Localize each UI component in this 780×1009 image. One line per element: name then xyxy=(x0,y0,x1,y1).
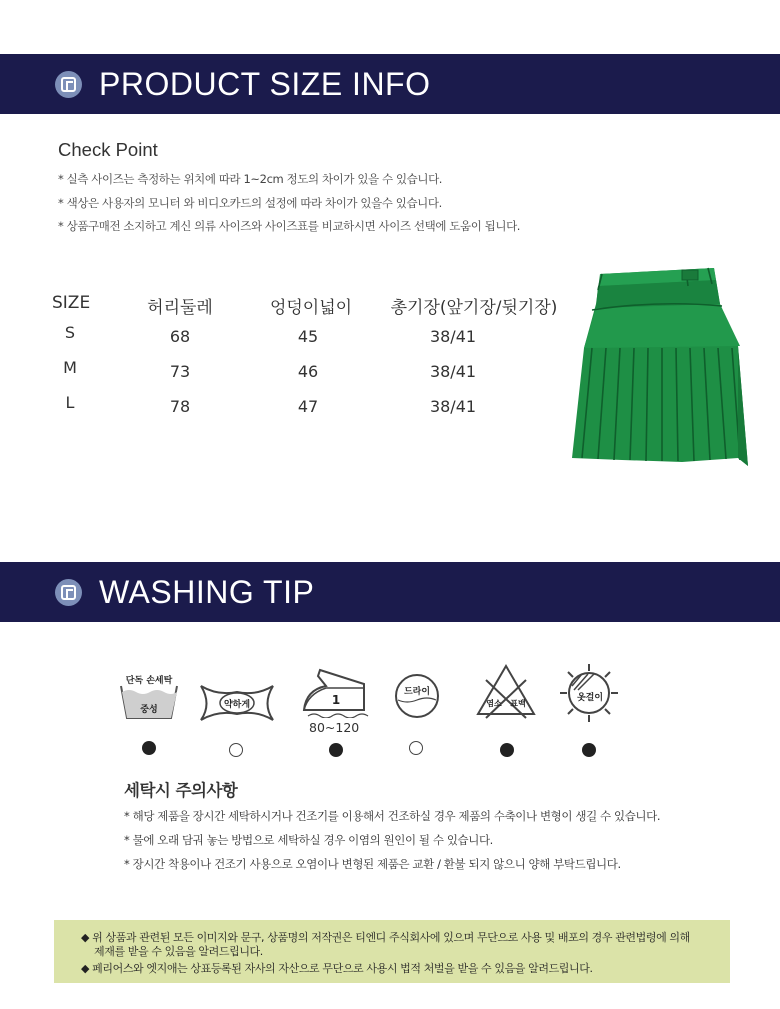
dry-clean-icon xyxy=(393,672,441,720)
table-header: 허리둘레 xyxy=(147,298,213,318)
table-cell: 38/41 xyxy=(429,327,477,346)
iron-inner-label: 1 xyxy=(331,693,341,707)
table-cell: L xyxy=(65,393,75,412)
check-note: * 색상은 사용자의 모니터 와 비디오카드의 설정에 따라 차이가 있을수 있습니다. xyxy=(58,196,442,210)
hand-wash-selected-dot xyxy=(142,741,156,755)
check-note: * 실측 사이즈는 측정하는 위치에 따라 1~2cm 정도의 차이가 있을 수 있습니다. xyxy=(58,172,443,186)
size-info-title: PRODUCT SIZE INFO xyxy=(99,66,431,102)
table-cell: 46 xyxy=(297,362,319,381)
table-cell: S xyxy=(64,323,76,342)
table-cell: 38/41 xyxy=(429,397,477,416)
table-cell: 45 xyxy=(297,327,319,346)
table-cell: 78 xyxy=(169,397,191,416)
no-bleach-selected-dot xyxy=(500,743,514,757)
check-note: * 상품구매전 소지하고 계신 의류 사이즈와 사이즈표를 비교하시면 사이즈 선택에 도움이 됩니다. xyxy=(58,219,521,233)
shade-dry-inner-label: 옷걸이 xyxy=(576,693,604,703)
check-point-title: Check Point xyxy=(58,139,158,160)
dry-clean-unselected-dot xyxy=(409,741,423,755)
table-header: 총기장(앞기장/뒷기장) xyxy=(390,298,558,318)
size-info-banner xyxy=(0,54,780,114)
gentle-wash-icon xyxy=(198,680,276,726)
iron-icon xyxy=(298,666,370,718)
copyright-line: 제재를 받을 수 있음을 알려드립니다. xyxy=(94,945,263,958)
brand-logo-icon xyxy=(55,579,82,606)
dry-clean-inner-label: 드라이 xyxy=(403,687,431,697)
iron-selected-dot xyxy=(329,743,343,757)
table-cell: 73 xyxy=(169,362,191,381)
caution-note: * 물에 오래 담궈 놓는 방법으로 세탁하실 경우 이염의 원인이 될 수 있습니다. xyxy=(124,833,493,847)
gentle-wash-inner-label: 약하게 xyxy=(223,700,251,710)
copyright-line: ◆ 위 상품과 관련된 모든 이미지와 문구, 상품명의 저작권은 티엔디 주식회사에 있으며 무단으로 사용 및 배포의 경우 관련법령에 의해 xyxy=(81,931,690,944)
table-cell: M xyxy=(63,358,77,377)
copyright-notice xyxy=(54,920,730,983)
no-bleach-left-label: 염소 xyxy=(486,699,502,708)
shade-dry-selected-dot xyxy=(582,743,596,757)
no-bleach-icon xyxy=(474,662,538,720)
caution-note: * 해당 제품을 장시간 세탁하시거나 건조기를 이용해서 건조하실 경우 제품의 수축이나 변형이 생길 수 있습니다. xyxy=(124,809,661,823)
hand-wash-top-label: 단독 손세탁 xyxy=(125,676,173,686)
caution-title: 세탁시 주의사항 xyxy=(124,781,238,800)
table-header: SIZE xyxy=(52,293,91,313)
table-cell: 38/41 xyxy=(429,362,477,381)
copyright-line: ◆ 페리어스와 엣지애는 상표등록된 자사의 자산으로 무단으로 사용시 법적 처벌을 받을 수 있음을 알려드립니다. xyxy=(81,962,593,975)
caution-note: * 장시간 착용이나 건조기 사용으로 오염이나 변형된 제품은 교환 / 환불 되지 않으니 양해 부탁드립니다. xyxy=(124,857,621,871)
table-cell: 47 xyxy=(297,397,319,416)
table-cell: 68 xyxy=(169,327,191,346)
no-bleach-right-label: 표백 xyxy=(510,699,526,708)
washing-tip-banner xyxy=(0,562,780,622)
table-header: 엉덩이넓이 xyxy=(269,298,353,318)
pleated-skirt-image xyxy=(562,262,762,472)
iron-temperature-label: 80~120 xyxy=(309,720,360,735)
gentle-wash-unselected-dot xyxy=(229,743,243,757)
brand-logo-icon xyxy=(55,71,82,98)
hand-wash-inner-label: 중성 xyxy=(140,705,158,715)
washing-tip-title: WASHING TIP xyxy=(99,574,315,610)
shade-dry-icon xyxy=(558,662,620,724)
hand-wash-icon xyxy=(117,672,181,724)
